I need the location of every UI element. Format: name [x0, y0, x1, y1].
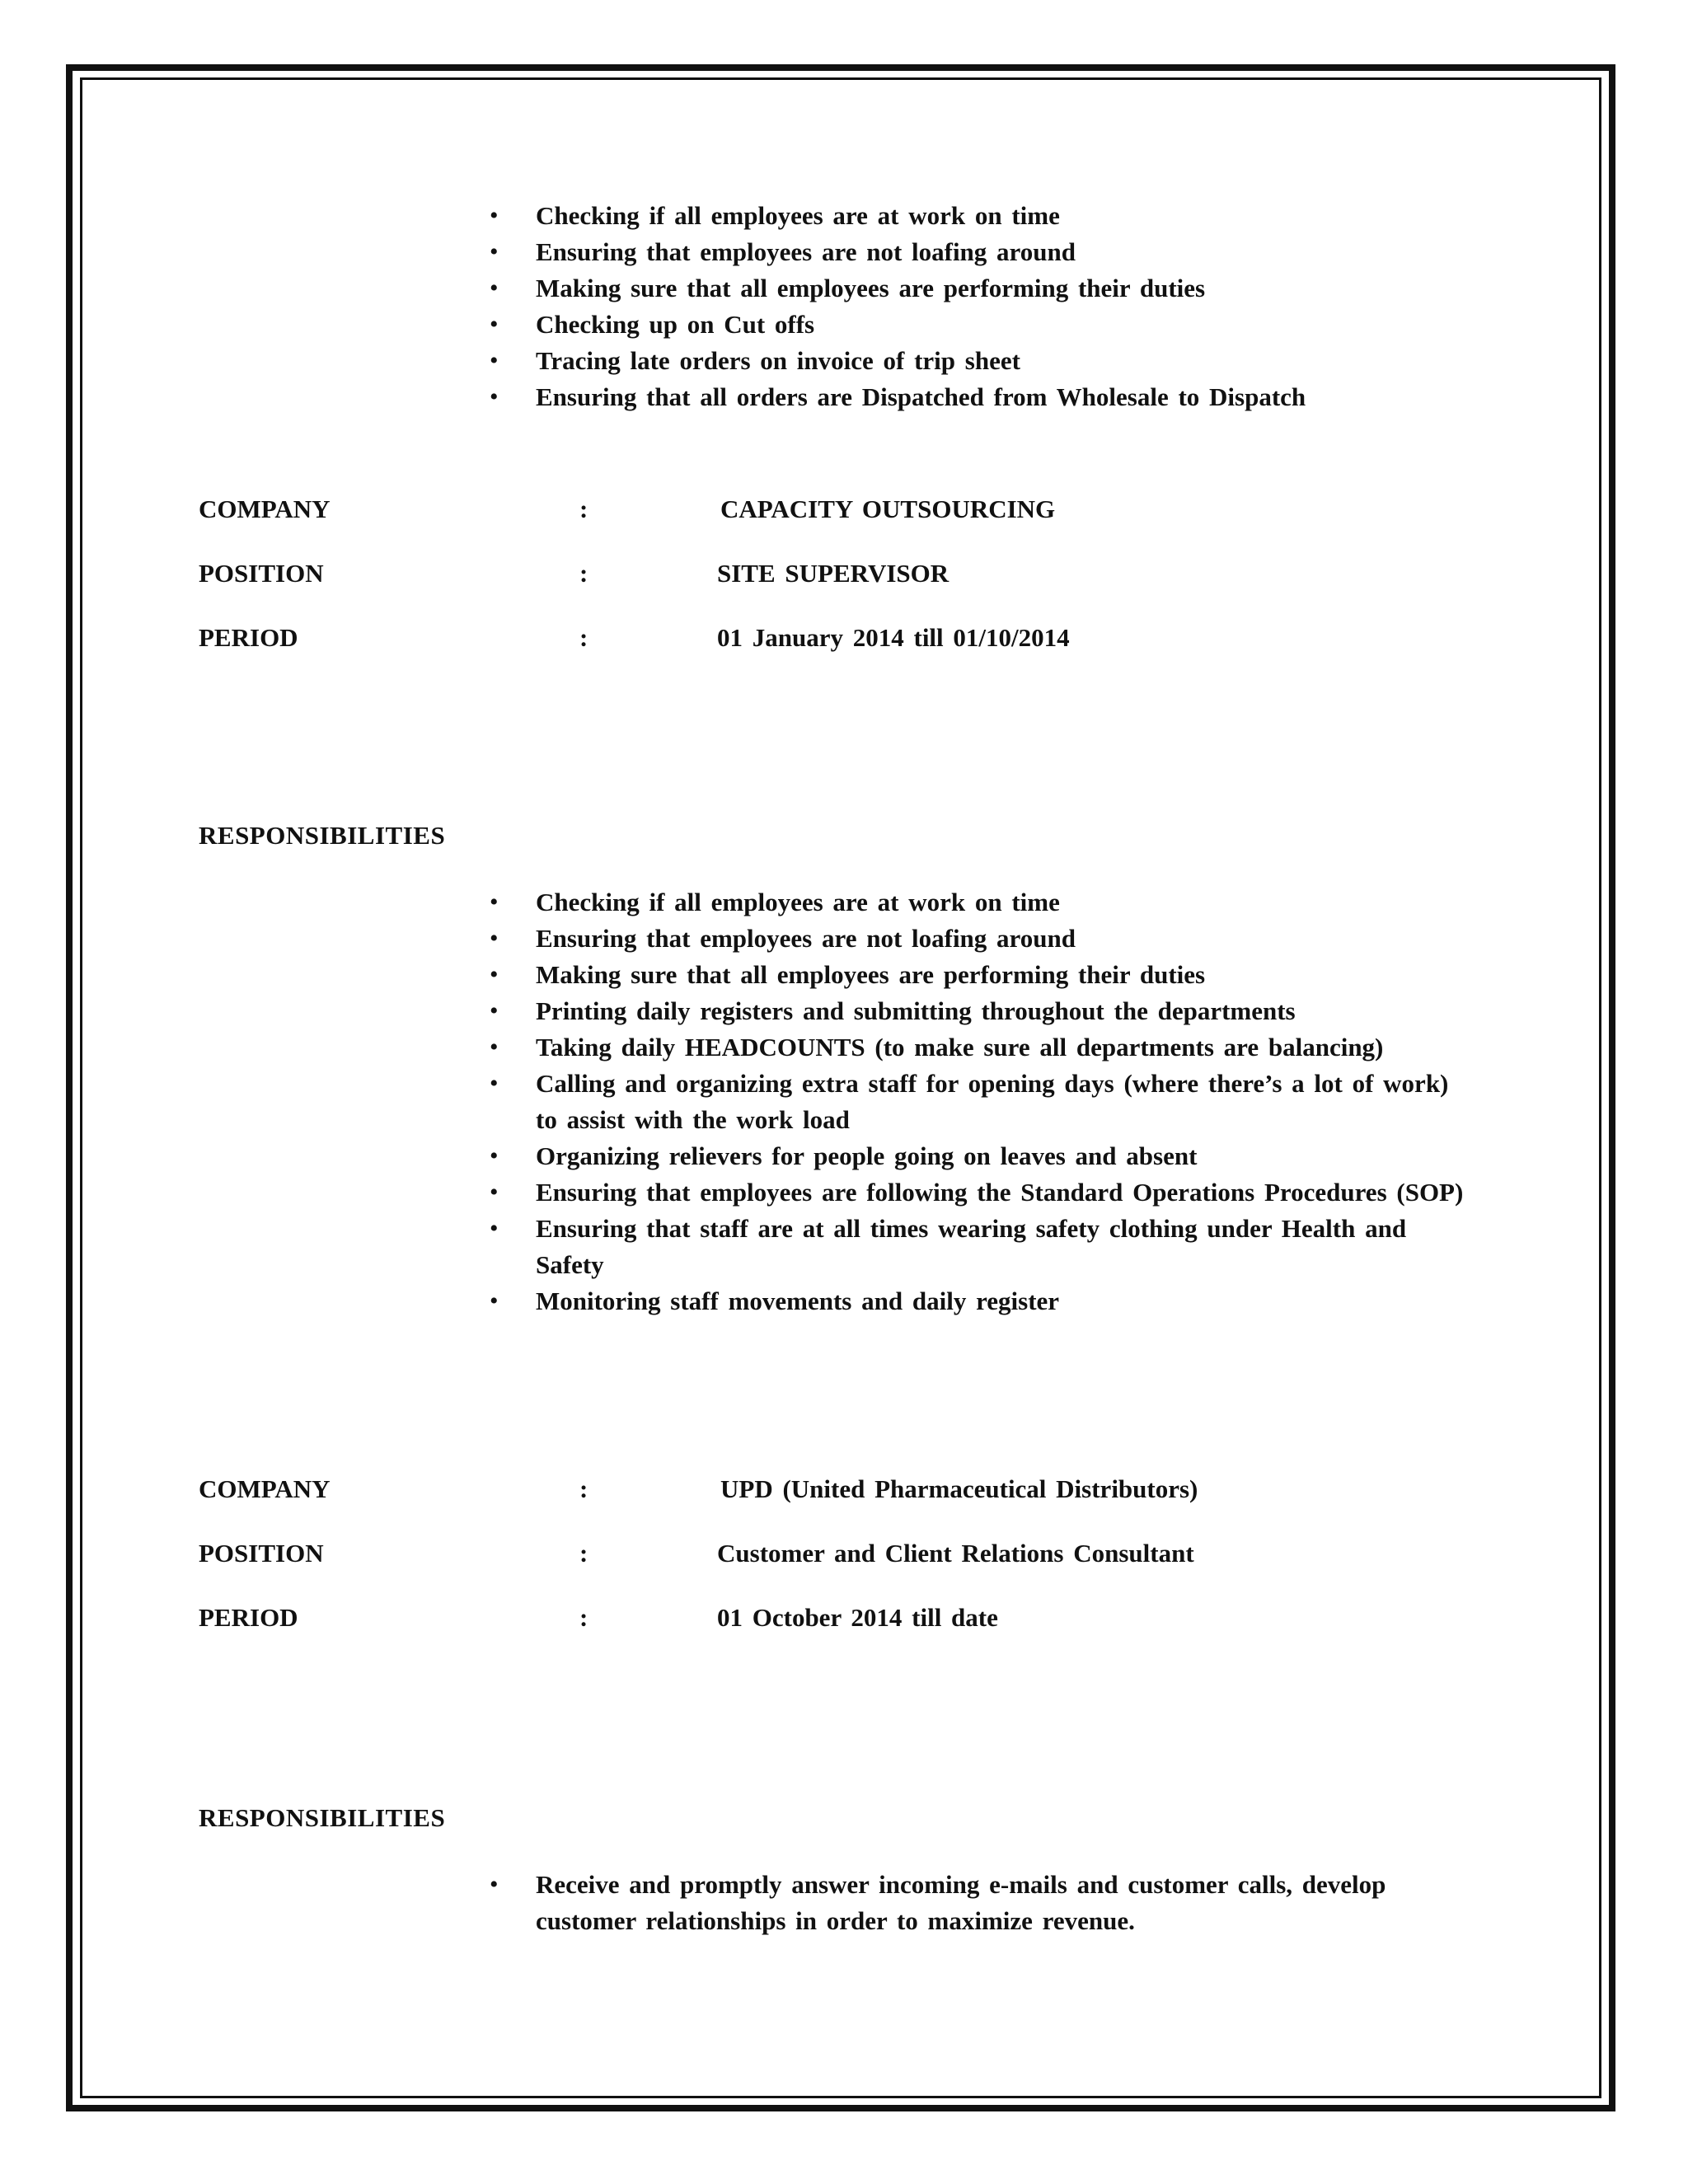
bullet-icon: •: [490, 202, 499, 229]
bullet-icon: •: [490, 925, 499, 952]
bullet-icon: •: [490, 888, 499, 916]
job1-period-value: 01 January 2014 till 01/10/2014: [717, 623, 1070, 652]
bullet-icon: •: [490, 311, 499, 338]
list-item: • Ensuring that employees are not loafing around: [0, 234, 1475, 270]
job2-responsibilities-heading: RESPONSIBILITIES: [199, 1803, 446, 1832]
job2-position-label: POSITION: [199, 1539, 324, 1568]
list-item: • Ensuring that employees are not loafing around: [0, 921, 1475, 957]
list-item: • Printing daily registers and submitting throughout the departments: [0, 993, 1475, 1029]
bullet-icon: •: [490, 1215, 499, 1242]
bullet-icon: •: [490, 1871, 499, 1898]
top-bullet-list: [0, 198, 1688, 415]
bullet-icon: •: [490, 1179, 499, 1206]
bullet-icon: •: [490, 383, 499, 410]
job2-company-label: COMPANY: [199, 1474, 331, 1503]
list-item: • Receive and promptly answer incoming e-mails and customer calls, develop customer relationships in order to maximize revenue.: [0, 1867, 1475, 1939]
list-item: • Taking daily HEADCOUNTS (to make sure all departments are balancing): [0, 1029, 1475, 1066]
job2-responsibilities-list: [0, 1867, 1688, 1939]
list-item: • Monitoring staff movements and daily register: [0, 1283, 1475, 1319]
job1-position-label: POSITION: [199, 559, 324, 588]
list-item: • Making sure that all employees are performing their duties: [0, 957, 1475, 993]
bullet-icon: •: [490, 1070, 499, 1097]
list-item: • Tracing late orders on invoice of trip sheet: [0, 343, 1475, 379]
list-item: • Ensuring that all orders are Dispatched from Wholesale to Dispatch: [0, 379, 1475, 415]
job1-period-label: PERIOD: [199, 623, 298, 652]
job2-company-colon: :: [579, 1474, 588, 1503]
job1-company-value: CAPACITY OUTSOURCING: [720, 494, 1056, 523]
bullet-icon: •: [490, 347, 499, 374]
list-item: • Checking up on Cut offs: [0, 307, 1475, 343]
job2-company-value: UPD (United Pharmaceutical Distributors): [720, 1474, 1198, 1503]
list-item: • Making sure that all employees are performing their duties: [0, 270, 1475, 307]
bullet-icon: •: [490, 1287, 499, 1315]
list-item: • Ensuring that staff are at all times wearing safety clothing under Health and Safety: [0, 1211, 1475, 1283]
job1-responsibilities-list: [0, 884, 1688, 1319]
job1-position-colon: :: [579, 559, 588, 588]
list-item: • Checking if all employees are at work on time: [0, 884, 1475, 921]
job2-period-colon: :: [579, 1603, 588, 1632]
job1-position-value: SITE SUPERVISOR: [717, 559, 950, 588]
job2-position-value: Customer and Client Relations Consultant: [717, 1539, 1194, 1568]
job2-period-label: PERIOD: [199, 1603, 298, 1632]
job1-period-colon: :: [579, 623, 588, 652]
list-item: • Checking if all employees are at work on time: [0, 198, 1475, 234]
list-item: • Organizing relievers for people going on leaves and absent: [0, 1138, 1475, 1174]
bullet-icon: •: [490, 238, 499, 265]
list-item: • Calling and organizing extra staff for opening days (where there’s a lot of work) to assist with the work load: [0, 1066, 1475, 1138]
bullet-icon: •: [490, 961, 499, 988]
bullet-icon: •: [490, 1033, 499, 1061]
job2-period-value: 01 October 2014 till date: [717, 1603, 998, 1632]
job1-company-label: COMPANY: [199, 494, 331, 523]
job1-company-colon: :: [579, 494, 588, 523]
list-item: • Ensuring that employees are following the Standard Operations Procedures (SOP): [0, 1174, 1475, 1211]
bullet-icon: •: [490, 274, 499, 302]
job1-responsibilities-heading: RESPONSIBILITIES: [199, 821, 446, 850]
bullet-icon: •: [490, 1142, 499, 1169]
job2-position-colon: :: [579, 1539, 588, 1568]
bullet-icon: •: [490, 997, 499, 1024]
